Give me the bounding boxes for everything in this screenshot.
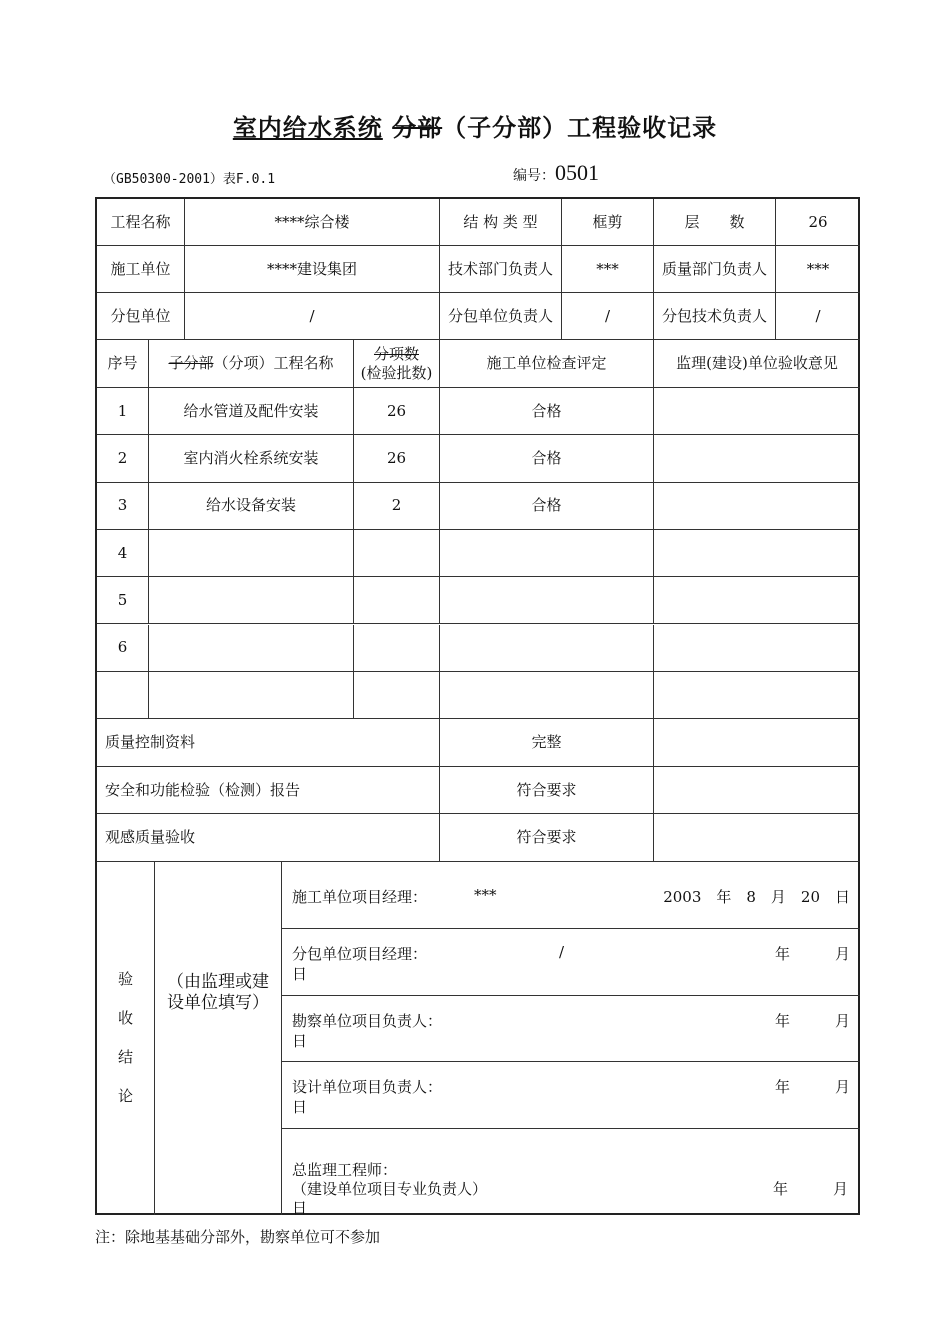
row-name xyxy=(149,625,354,672)
row-opinion xyxy=(654,625,860,672)
row-no: 2 xyxy=(97,435,149,482)
record-table xyxy=(95,197,860,1215)
row-result: 合格 xyxy=(440,388,654,435)
row-name xyxy=(149,672,354,719)
row-name: 室内消火栓系统安装 xyxy=(149,435,354,482)
floors-label: 层 数 xyxy=(654,199,776,246)
summary-label: 观感质量验收 xyxy=(97,814,440,862)
builder-label: 施工单位 xyxy=(97,246,185,293)
survey-day: 日 xyxy=(292,1032,308,1050)
floors-value: 26 xyxy=(776,199,860,246)
row-opinion xyxy=(654,388,860,435)
row-count xyxy=(354,577,440,624)
row-result xyxy=(440,577,654,624)
header-count xyxy=(354,340,440,388)
sub-head-label: 分包单位负责人 xyxy=(440,293,562,340)
chief-ym: 年 月 xyxy=(772,1180,848,1198)
chief-signature-row xyxy=(282,1129,860,1215)
summary-result: 符合要求 xyxy=(440,767,654,815)
row-no: 4 xyxy=(97,530,149,577)
header-count-struck: 分项数 xyxy=(373,344,419,363)
summary-opinion xyxy=(654,814,860,862)
sub-tech-value: / xyxy=(776,293,860,340)
chief-label: 总监理工程师： xyxy=(292,1161,398,1179)
footnote: 注：除地基基础分部外，勘察单位可不参加 xyxy=(95,1228,381,1246)
header-no: 序号 xyxy=(97,340,149,388)
row-name xyxy=(149,530,354,577)
sub-tech-label: 分包技术负责人 xyxy=(654,293,776,340)
sub-label: 分包单位 xyxy=(97,293,185,340)
document-title xyxy=(0,108,950,143)
row-opinion xyxy=(654,577,860,624)
header-opinion: 监理(建设)单位验收意见 xyxy=(654,340,860,388)
quality-head-label: 质量部门负责人 xyxy=(654,246,776,293)
row-result xyxy=(440,625,654,672)
sub-pm-signature-row xyxy=(282,929,860,996)
row-count: 26 xyxy=(354,388,440,435)
row-no: 6 xyxy=(97,625,149,672)
row-no: 5 xyxy=(97,577,149,624)
row-result xyxy=(440,672,654,719)
survey-signature-row xyxy=(282,996,860,1062)
project-name: ****综合楼 xyxy=(185,199,440,246)
row-result: 合格 xyxy=(440,483,654,530)
pm-date: 2003 年 8 月 20 日 xyxy=(663,888,850,906)
summary-label: 质量控制资料 xyxy=(97,719,440,767)
row-result xyxy=(440,530,654,577)
row-no: 3 xyxy=(97,483,149,530)
design-label: 设计单位项目负责人： xyxy=(292,1078,443,1096)
sub-value: / xyxy=(185,293,440,340)
header-check: 施工单位检查评定 xyxy=(440,340,654,388)
row-name xyxy=(149,577,354,624)
row-count: 2 xyxy=(354,483,440,530)
survey-label: 勘察单位项目负责人： xyxy=(292,1012,443,1030)
row-count xyxy=(354,625,440,672)
sub-pm-value: / xyxy=(559,943,565,961)
structure-label: 结 构 类 型 xyxy=(440,199,562,246)
sub-head-value: / xyxy=(562,293,654,340)
header-name-text: （分项）工程名称 xyxy=(213,354,334,373)
summary-opinion xyxy=(654,719,860,767)
sub-pm-label: 分包单位项目经理： xyxy=(292,945,428,963)
pm-signature-row xyxy=(282,862,860,929)
design-signature-row xyxy=(282,1062,860,1129)
chief-sub-label: （建设单位项目专业负责人） xyxy=(292,1180,488,1198)
row-count xyxy=(354,672,440,719)
title-struck: 分部 xyxy=(392,114,443,142)
tech-head-label: 技术部门负责人 xyxy=(440,246,562,293)
title-subsystem: 室内给水系统 xyxy=(232,114,383,142)
row-name: 给水管道及配件安装 xyxy=(149,388,354,435)
record-number xyxy=(513,160,599,186)
design-day: 日 xyxy=(292,1098,308,1116)
row-no: 1 xyxy=(97,388,149,435)
header-name-struck: 子分部 xyxy=(168,354,214,373)
summary-result: 完整 xyxy=(440,719,654,767)
summary-opinion xyxy=(654,767,860,815)
summary-result: 符合要求 xyxy=(440,814,654,862)
row-result: 合格 xyxy=(440,435,654,482)
header-name xyxy=(149,340,354,388)
sub-pm-day: 日 xyxy=(292,965,308,983)
row-name: 给水设备安装 xyxy=(149,483,354,530)
chief-day: 日 xyxy=(292,1199,308,1217)
summary-label: 安全和功能检验（检测）报告 xyxy=(97,767,440,815)
row-opinion xyxy=(654,672,860,719)
standard-code: （GB50300-2001）表F.0.1 xyxy=(103,172,276,187)
number-label: 编号： xyxy=(513,168,555,184)
number-value: 0501 xyxy=(555,160,599,185)
sub-pm-ym: 年 月 xyxy=(774,945,850,963)
row-count: 26 xyxy=(354,435,440,482)
row-opinion xyxy=(654,435,860,482)
project-name-label: 工程名称 xyxy=(97,199,185,246)
row-opinion xyxy=(654,483,860,530)
survey-ym: 年 月 xyxy=(774,1012,850,1030)
tech-head-value: *** xyxy=(562,246,654,293)
pm-value: *** xyxy=(474,886,497,904)
structure-value: 框剪 xyxy=(562,199,654,246)
builder-value: ****建设集团 xyxy=(185,246,440,293)
title-rest: （子分部）工程验收记录 xyxy=(442,114,718,142)
row-no xyxy=(97,672,149,719)
pm-label: 施工单位项目经理： xyxy=(292,888,428,906)
row-opinion xyxy=(654,530,860,577)
conclusion-side-label: 验 收 结 论 xyxy=(97,862,155,1215)
row-count xyxy=(354,530,440,577)
quality-head-value: *** xyxy=(776,246,860,293)
design-ym: 年 月 xyxy=(774,1078,850,1096)
conclusion-fill-note: （由监理或建设单位填写） xyxy=(155,862,282,1215)
header-count-text: (检验批数) xyxy=(360,363,433,382)
